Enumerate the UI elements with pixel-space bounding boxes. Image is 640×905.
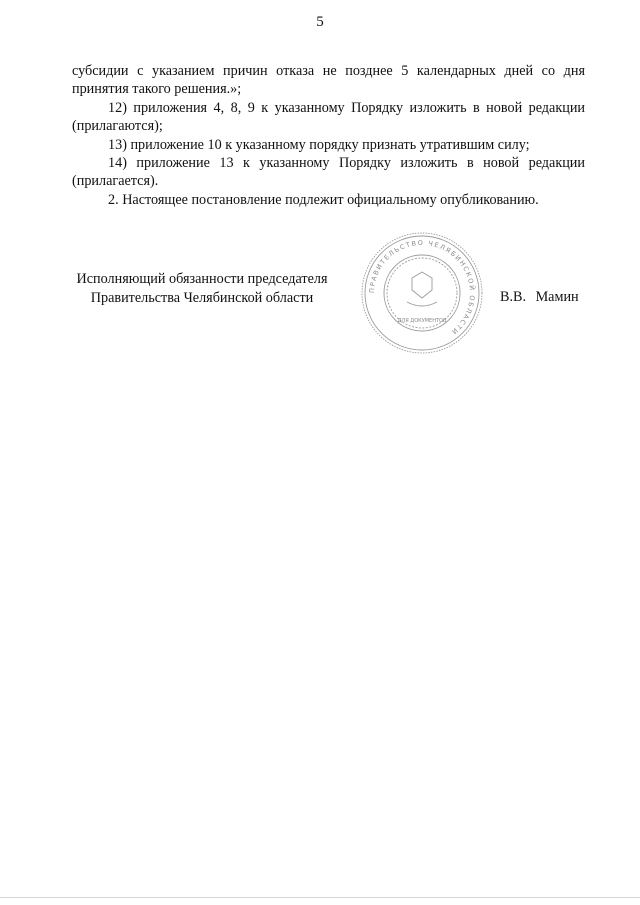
paragraph-point-2: 2. Настоящее постановление подлежит официальному опубликованию.	[108, 191, 539, 208]
seal-center-text: ДЛЯ ДОКУМЕНТОВ	[397, 318, 447, 324]
paragraph-continuation: субсидии с указанием причин отказа не позднее 5 календарных дней со дня принятия такого решения.»;	[72, 63, 585, 98]
paragraph-item-14: 14) приложение 13 к указанному Порядку изложить в новой редакции (прилагается).	[72, 155, 585, 190]
paragraph-item-13: 13) приложение 10 к указанному порядку признать утратившим силу;	[108, 136, 530, 153]
scan-edge-line	[0, 897, 640, 898]
signatory-position-line2: Правительства Челябинской области	[90, 290, 314, 306]
document-body	[72, 62, 585, 209]
signatory-position-line1: Исполняющий обязанности председателя	[76, 271, 328, 287]
seal-ring-text: ПРАВИТЕЛЬСТВО ЧЕЛЯБИНСКОЙ ОБЛАСТИ	[367, 238, 477, 337]
page-number: 5	[316, 14, 324, 30]
signatory-name: В.В. Мамин	[500, 289, 579, 305]
paragraph-item-12: 12) приложения 4, 8, 9 к указанному Порядку изложить в новой редакции (прилагаются);	[72, 99, 585, 135]
signatory-position	[72, 270, 332, 308]
official-seal-icon	[357, 228, 487, 358]
